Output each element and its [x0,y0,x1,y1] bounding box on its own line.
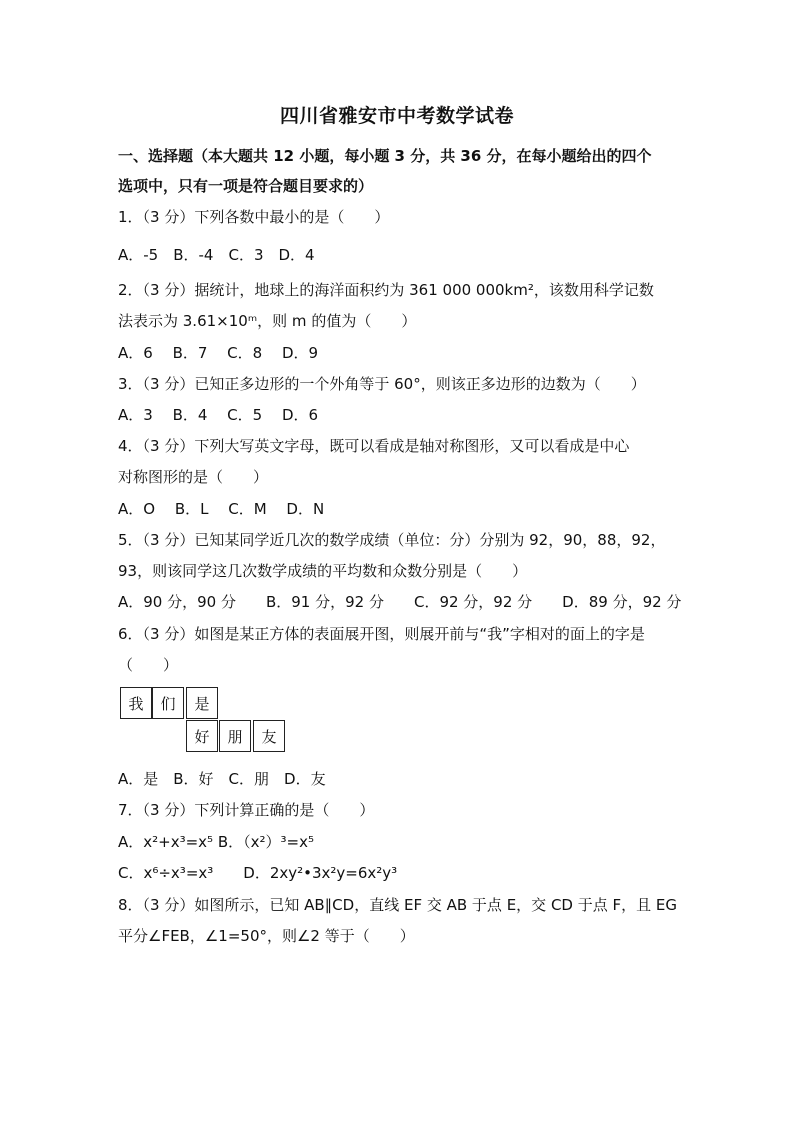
question-8-stem-line-2: 平分∠FEB，∠1=50°，则∠2 等于（ ） [118,927,415,945]
question-4-options: A．O B．L C．M D．N [118,500,325,518]
question-5-stem-line-2: 93，则该同学这几次数学成绩的平均数和众数分别是（ ） [118,562,528,580]
question-8-stem-line-1: 8．（3 分）如图所示，已知 AB∥CD，直线 EF 交 AB 于点 E，交 CD 于点 F，且 EG [118,896,678,914]
question-4-stem-line-2: 对称图形的是（ ） [118,468,269,486]
net-cell-shi: 是 [186,687,218,719]
question-2-options: A．6 B．7 C．8 D．9 [118,344,319,362]
question-5-options: A．90 分，90 分 B．91 分，92 分 C．92 分，92 分 D．89 分，92 分 [118,593,682,611]
question-3-stem: 3．（3 分）已知正多边形的一个外角等于 60°，则该正多边形的边数为（ ） [118,375,646,393]
question-2-stem-line-2: 法表示为 3.61×10ᵐ，则 m 的值为（ ） [118,312,417,330]
question-1-options: A．-5 B．-4 C．3 D．4 [118,246,315,264]
question-4-stem-line-1: 4．（3 分）下列大写英文字母，既可以看成是轴对称图形，又可以看成是中心 [118,437,630,455]
question-2-stem-line-1: 2．（3 分）据统计，地球上的海洋面积约为 361 000 000km²，该数用科学记数 [118,281,654,299]
question-6-options: A．是 B．好 C．朋 D．友 [118,770,326,788]
question-3-options: A．3 B．4 C．5 D．6 [118,406,319,424]
section-heading-line-2: 选项中，只有一项是符合题目要求的） [118,177,374,195]
net-cell-you: 友 [253,720,285,752]
question-6-stem-line-1: 6．（3 分）如图是某正方体的表面展开图，则展开前与“我”字相对的面上的字是 [118,625,645,643]
question-5-stem-line-1: 5．（3 分）已知某同学近几次的数学成绩（单位：分）分别为 92，90，88，92， [118,531,666,549]
section-heading-line-1: 一、选择题（本大题共 12 小题，每小题 3 分，共 36 分，在每小题给出的四个 [118,147,652,165]
question-7-stem: 7．（3 分）下列计算正确的是（ ） [118,801,375,819]
net-cell-hao: 好 [186,720,218,752]
question-7-options-line-1: A．x²+x³=x⁵ B．（x²）³=x⁵ [118,833,314,851]
question-7-options-line-2: C．x⁶÷x³=x³ D．2xy²•3x²y=6x²y³ [118,864,398,882]
page-title: 四川省雅安市中考数学试卷 [279,105,514,127]
net-cell-peng: 朋 [219,720,251,752]
net-cell-men: 们 [152,687,184,719]
question-1-stem: 1．（3 分）下列各数中最小的是（ ） [118,208,390,226]
net-cell-wo: 我 [120,687,152,719]
question-6-stem-line-2: （ ） [118,656,179,674]
